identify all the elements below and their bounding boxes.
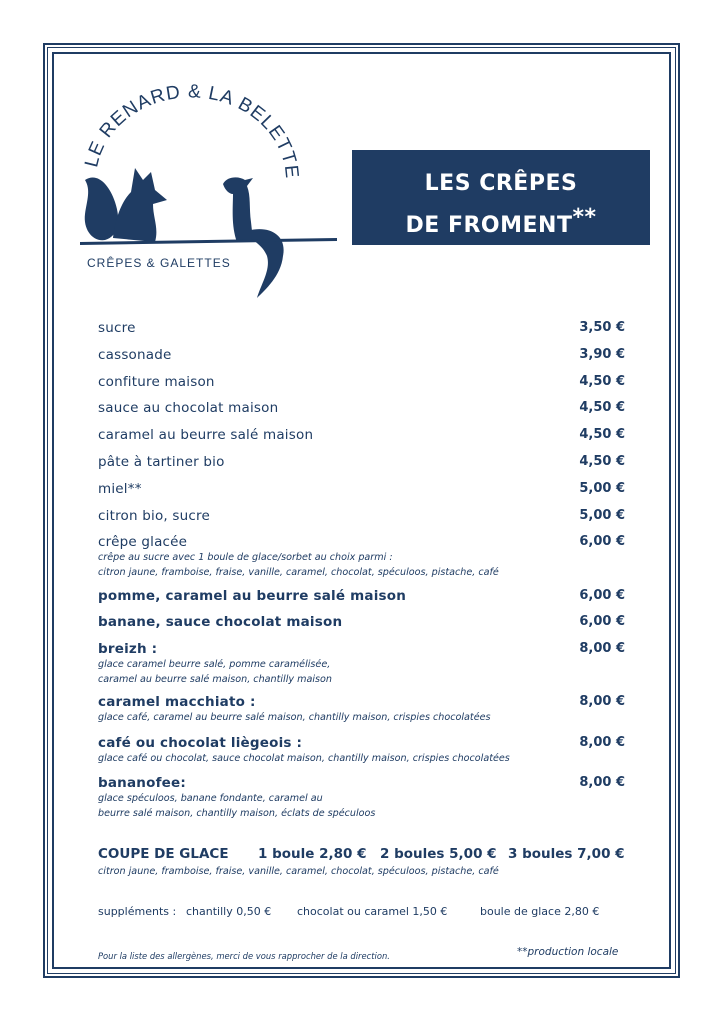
item-price: 6,00 € [579,534,625,549]
item-desc: citron jaune, framboise, fraise, vanille, caramel, chocolat, spéculoos, pistache, café [98,566,499,578]
menu-item [98,481,625,497]
item-name: sucre [98,320,136,336]
item-price: 4,50 € [579,374,625,389]
item-name: pomme, caramel au beurre salé maison [98,588,407,604]
menu-item [98,508,625,524]
logo-name-text: LE RENARD & LA BELETTE [81,81,303,180]
item-price: 3,90 € [579,347,625,362]
production-locale-note: **production locale [517,946,619,958]
item-desc: glace caramel beurre salé, pomme caramélisée, [98,659,331,670]
title-line-1: LES CRÊPES [424,171,578,196]
logo-fox-weasel [75,80,345,310]
coupe-option-3: 3 boules 7,00 € [508,846,625,862]
item-name: confiture maison [98,374,215,390]
item-name: banane, sauce chocolat maison [98,614,343,630]
item-name: caramel macchiato : [98,694,256,710]
item-price: 4,50 € [579,400,625,415]
menu-item [98,641,625,686]
supplement-chocolat-caramel: chocolat ou caramel 1,50 € [297,905,448,918]
coupe-desc: citron jaune, framboise, fraise, vanille, caramel, chocolat, spéculoos, pistache, café [98,866,499,877]
menu-item [98,775,625,820]
coupe-option-2: 2 boules 5,00 € [380,846,497,862]
item-desc: glace café, caramel au beurre salé maison, chantilly maison, crispies chocolatées [98,712,491,723]
supplement-chantilly: chantilly 0,50 € [186,905,272,918]
item-price: 8,00 € [579,735,625,750]
section-title [352,150,650,245]
item-price: 8,00 € [579,775,625,790]
coupe-label: COUPE DE GLACE [98,846,229,862]
menu-item [98,400,625,416]
menu-item [98,534,625,579]
item-price: 5,00 € [579,481,625,496]
menu-item [98,454,625,470]
item-desc: crêpe au sucre avec 1 boule de glace/sorbet au choix parmi : [98,552,393,563]
menu-item [98,614,625,630]
title-line-2-text: DE FROMENT [405,213,573,238]
item-name: café ou chocolat liègeois : [98,735,303,751]
menu-item [98,735,625,766]
item-price: 8,00 € [579,694,625,709]
menu-item [98,694,625,725]
title-line-2 [352,201,650,243]
item-price: 5,00 € [579,508,625,523]
item-price: 3,50 € [579,320,625,335]
supplements-label: suppléments : [98,905,177,918]
item-desc: beurre salé maison, chantilly maison, éclats de spéculoos [98,807,376,819]
item-name: cassonade [98,347,172,363]
item-price: 4,50 € [579,454,625,469]
menu-item [98,588,625,604]
item-desc: glace spéculoos, banane fondante, caramel au [98,793,323,804]
item-name: bananofee: [98,775,186,791]
item-name: breizh : [98,641,158,657]
item-name: sauce au chocolat maison [98,400,279,416]
menu-item [98,374,625,390]
weasel-icon [223,177,284,298]
item-price: 6,00 € [579,588,625,603]
menu-item [98,320,625,336]
item-price: 6,00 € [579,614,625,629]
item-desc: caramel au beurre salé maison, chantilly maison [98,673,332,685]
logo-subtitle: CRÊPES & GALETTES [87,256,231,270]
item-price: 8,00 € [579,641,625,656]
item-name: citron bio, sucre [98,508,210,524]
branch-line [80,238,337,245]
item-name: crêpe glacée [98,534,188,550]
item-name: miel** [98,481,142,497]
supplement-boule: boule de glace 2,80 € [480,905,600,918]
item-desc: glace café ou chocolat, sauce chocolat maison, chantilly maison, crispies chocolatées [98,753,510,764]
item-price: 4,50 € [579,427,625,442]
item-name: caramel au beurre salé maison [98,427,314,443]
fox-icon [85,168,167,242]
item-name: pâte à tartiner bio [98,454,225,470]
menu-item [98,427,625,443]
allergens-note: Pour la liste des allergènes, merci de vous rapprocher de la direction. [98,951,390,961]
svg-text:LE RENARD & LA BELETTE [81,81,302,180]
title-mark: ** [572,205,597,230]
coupe-option-1: 1 boule 2,80 € [258,846,367,862]
menu-item [98,347,625,363]
